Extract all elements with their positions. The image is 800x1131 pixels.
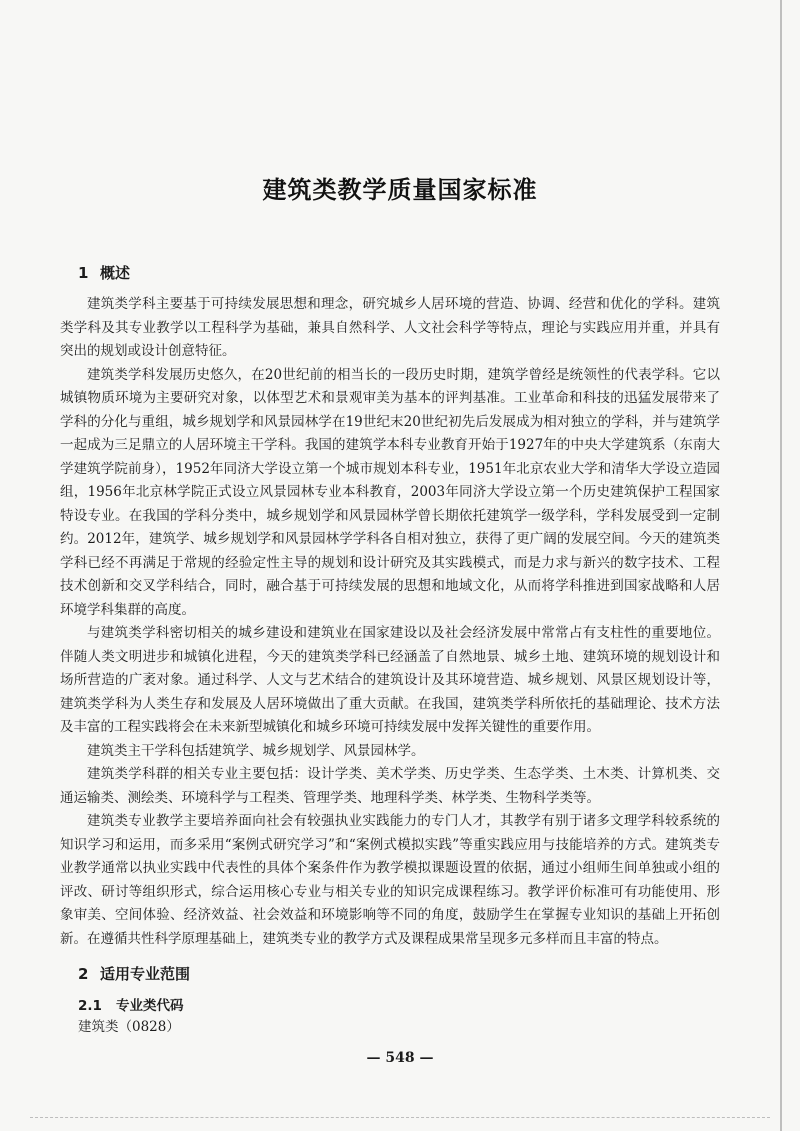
section-1-number: 1 [78,264,89,282]
section-2-number: 2 [78,965,89,983]
subsection-2-1-heading [78,994,720,1014]
paragraph-5: 建筑类学科群的相关专业主要包括：设计学类、美术学类、历史学类、生态学类、土木类、计算机类、交通运输类、测绘类、环境科学与工程类、管理学类、地理科学类、林学类、生物科学类等。 [60,766,720,806]
paragraph-3: 与建筑类学科密切相关的城乡建设和建筑业在国家建设以及社会经济发展中常常占有支柱性的重要地位。伴随人类文明进步和城镇化进程，今天的建筑类学科已经涵盖了自然地景、城乡土地、建筑环境的规划设计和场所营造的广袤对象。通过科学、人文与艺术结合的建筑设计及其环境营造、城乡规划、风景区规划设计等，建筑类学科为人类生存和发展及人居环境做出了重大贡献。在我国，建筑类学科所依托的基础理论、技术方法及丰富的工程实践将会在未来新型城镇化和城乡环境可持续发展中发挥关键性的重要作用。 [60,625,720,735]
paragraph-4: 建筑类主干学科包括建筑学、城乡规划学、风景园林学。 [87,742,425,759]
discipline-code-text: 建筑类（0828） [78,1019,180,1035]
section-1-title: 概述 [100,264,131,282]
section-2-heading [78,963,720,984]
scan-artifact-line [30,1117,770,1119]
section-2-title: 适用专业范围 [100,965,191,983]
section-1-heading [78,262,720,283]
page-number: — 548 — [366,1050,434,1066]
subsection-2-1-title: 专业类代码 [116,998,184,1014]
paragraph-1: 建筑类学科主要基于可持续发展思想和理念，研究城乡人居环境的营造、协调、经营和优化的学科。建筑类学科及其专业教学以工程科学为基础，兼具自然科学、人文社会科学等特点，理论与实践应用并重，并具有突出的规划或设计创意特征。 [60,296,720,359]
page-title: 建筑类教学质量国家标准 [262,176,538,204]
paragraph-2: 建筑类学科发展历史悠久，在20世纪前的相当长的一段历史时期，建筑学曾经是统领性的代表学科。它以城镇物质环境为主要研究对象，以体型艺术和景观审美为基本的评判基准。工业革命和科技的迅猛发展带来了学科的分化与重组，城乡规划学和风景园林学在19世纪末20世纪初先后发展成为相对独立的学科，并与建筑学一起成为三足鼎立的人居环境主干学科。我国的建筑学本科专业教育开始于1927年的中央大学建筑系（东南大学建筑学院前身），1952年同济大学设立第一个城市规划本科专业，1951年北京农业大学和清华大学设立造园组，1956年北京林学院正式设立风景园林专业本科教育，2003年同济大学设立第一个历史建筑保护工程国家特设专业。在我国的学科分类中，城乡规划学和风景园林学曾长期依托建筑学一级学科，学科发展受到一定制约。2012年，建筑学、城乡规划学和风景园林学学科各自相对独立，获得了更广阔的发展空间。今天的建筑类学科已经不再满足于常规的经验定性主导的规划和设计研究及其实践模式，而是力求与新兴的数字技术、工程技术创新和交叉学科结合，同时，融合基于可持续发展的思想和地域文化，从而将学科推进到国家战略和人居环境学科集群的高度。 [60,366,720,618]
subsection-2-1-number: 2.1 [78,998,102,1014]
document-body [60,262,720,1040]
paragraph-6: 建筑类专业教学主要培养面向社会有较强执业实践能力的专门人才，其教学有别于诸多文理学科较系统的知识学习和运用，而多采用“案例式研究学习”和“案例式模拟实践”等重实践应用与技能培养的方式。建筑类专业教学通常以执业实践中代表性的具体个案条件作为教学模拟课题设置的依据，通过小组师生间单独或小组的评改、研讨等组织形式，综合运用核心专业与相关专业的知识完成课程练习。教学评价标准可有功能使用、形象审美、空间体验、经济效益、社会效益和环境影响等不同的角度，鼓励学生在掌握专业知识的基础上开拓创新。在遵循共性科学原理基础上，建筑类专业的教学方式及课程成果常呈现多元多样而且丰富的特点。 [60,813,720,947]
